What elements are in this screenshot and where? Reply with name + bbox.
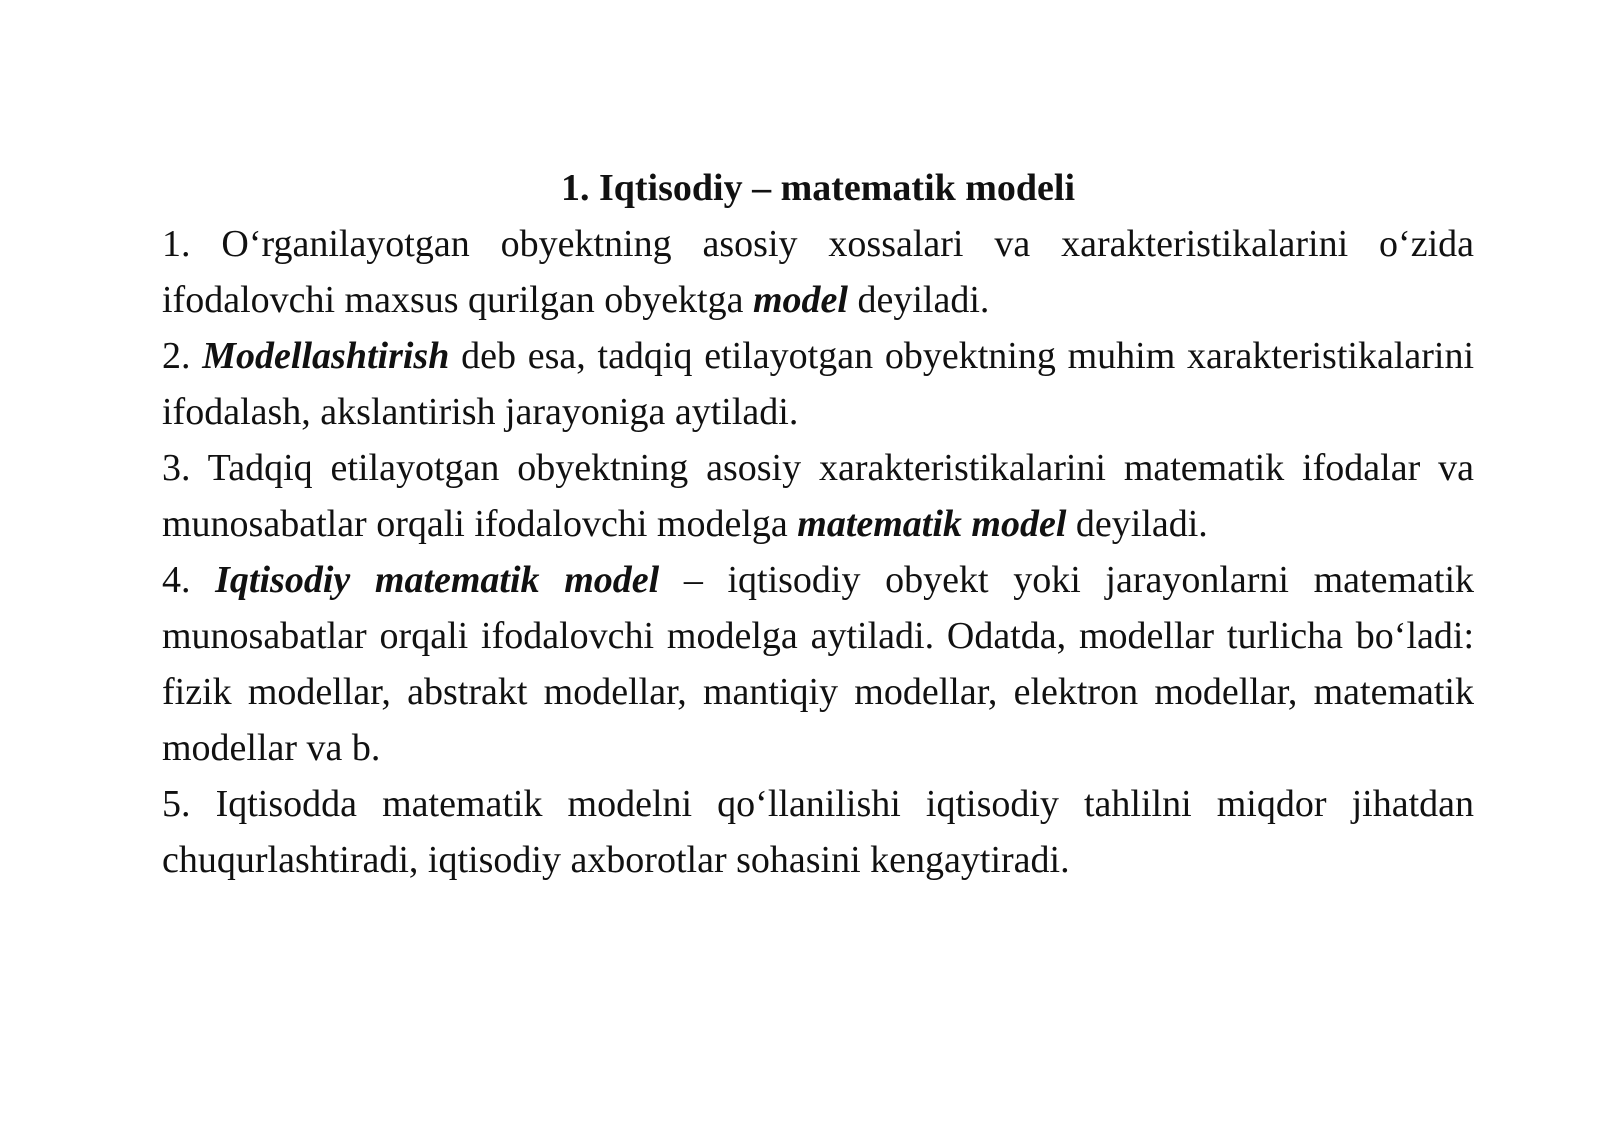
- term-modellashtirish: Modellashtirish: [202, 335, 450, 377]
- document-page: [162, 160, 1474, 888]
- paragraph-5: [162, 776, 1474, 888]
- term-model: model: [753, 279, 848, 321]
- term-matematik-model: matematik model: [797, 503, 1067, 545]
- paragraph-4-number: 4.: [162, 559, 216, 601]
- paragraph-4-text: – iqtisodiy obyekt yoki jarayonlarni matematik munosabatlar orqali ifodalovchi modelga aytiladi. Odatda, modellar turlicha bo‘ladi: fizik modellar, abstrakt modellar, mantiqiy modellar, elektron modellar, matematik modellar va b.: [162, 559, 1474, 769]
- paragraph-1-text: 1. O‘rganilayotgan obyektning asosiy xossalari va xarakteristikalarini o‘zida ifodalovchi maxsus qurilgan obyektga: [162, 223, 1474, 321]
- paragraph-2-number: 2.: [162, 335, 203, 377]
- paragraph-1: [162, 216, 1474, 328]
- paragraph-2-text: deb esa, tadqiq etilayotgan obyektning muhim xarakteristikalarini ifodalash, akslantirish jarayoniga aytiladi.: [162, 335, 1474, 433]
- paragraph-1-tail: deyiladi.: [847, 279, 990, 321]
- paragraph-5-text: 5. Iqtisodda matematik modelni qo‘llanilishi iqtisodiy tahlilni miqdor jihatdan chuqurlashtiradi, iqtisodiy axborotlar sohasini kengaytiradi.: [162, 783, 1474, 881]
- paragraph-3-text: 3. Tadqiq etilayotgan obyektning asosiy xarakteristikalarini matematik ifodalar va munosabatlar orqali ifodalovchi modelga: [162, 447, 1474, 545]
- paragraph-3-tail: deyiladi.: [1066, 503, 1208, 545]
- page-title: 1. Iqtisodiy – matematik modeli: [560, 167, 1076, 209]
- paragraph-2: [162, 328, 1474, 440]
- paragraph-3: [162, 440, 1474, 552]
- term-iqtisodiy-matematik-model: Iqtisodiy matematik model: [215, 559, 660, 601]
- paragraph-4: [162, 552, 1474, 776]
